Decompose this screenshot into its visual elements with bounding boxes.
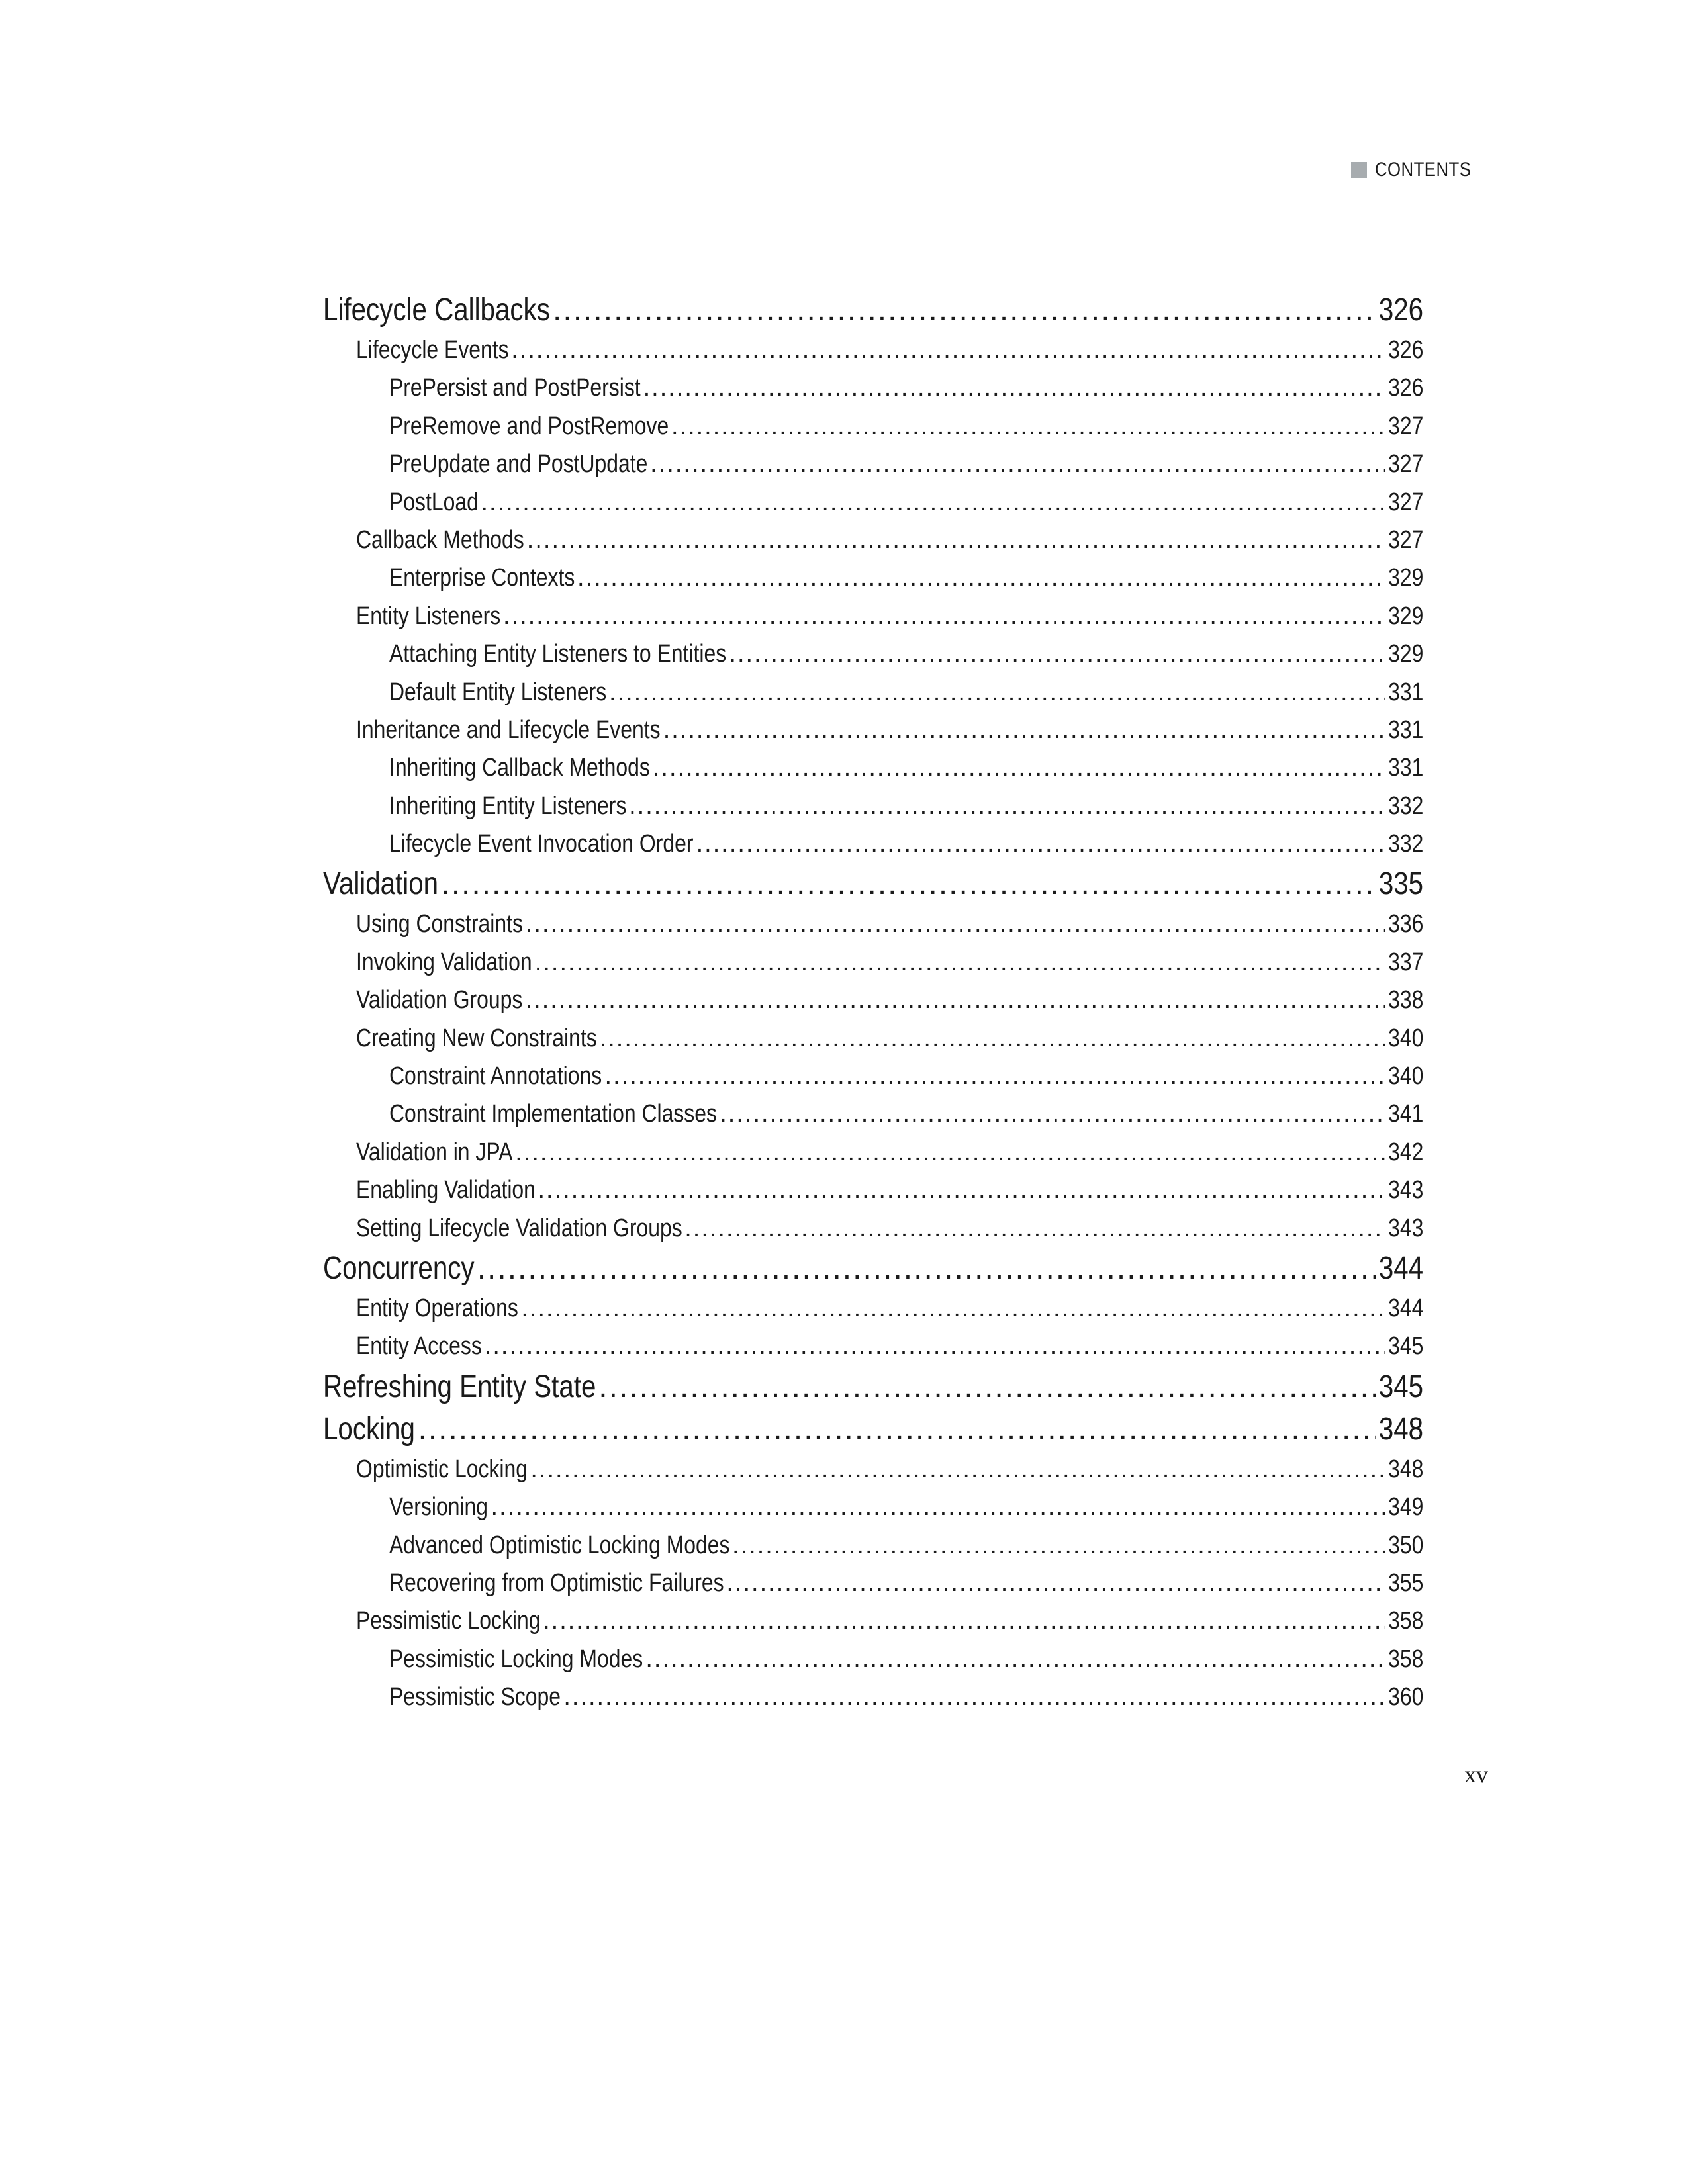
toc-section-entry [323, 522, 1423, 559]
toc-entry-title: Inheriting Callback Methods [389, 754, 650, 782]
toc-entry-page: 343 [1387, 1214, 1423, 1242]
toc-entry-title: Versioning [389, 1493, 489, 1522]
toc-entry-title: Validation in JPA [356, 1138, 513, 1166]
toc-entry-page: 327 [1387, 488, 1423, 516]
toc-entry-page: 343 [1387, 1176, 1423, 1205]
toc-subsection-entry [323, 1641, 1423, 1678]
toc-entry-page: 327 [1387, 412, 1423, 440]
toc-leader-dots [600, 1020, 1385, 1058]
toc-leader-dots [418, 1408, 1376, 1451]
toc-leader-dots [609, 674, 1385, 711]
toc-entry-title: Constraint Implementation Classes [389, 1100, 717, 1128]
toc-subsection-entry [323, 484, 1423, 522]
toc-entry-page: 337 [1387, 948, 1423, 976]
toc-leader-dots [563, 1678, 1385, 1716]
toc-entry-title: Validation Groups [356, 986, 523, 1015]
toc-leader-dots [491, 1488, 1385, 1526]
toc-leader-dots [526, 905, 1385, 943]
toc-entry-page: 336 [1387, 910, 1423, 938]
toc-leader-dots [515, 1134, 1385, 1171]
toc-entry-page: 341 [1387, 1100, 1423, 1128]
toc-entry-page: 360 [1387, 1683, 1423, 1711]
toc-entry-page: 350 [1387, 1531, 1423, 1559]
toc-entry-title: Setting Lifecycle Validation Groups [356, 1214, 682, 1242]
toc-entry-page: 331 [1387, 754, 1423, 782]
toc-entry-page: 344 [1378, 1250, 1423, 1286]
toc-entry-page: 329 [1387, 564, 1423, 592]
toc-entry-page: 335 [1378, 866, 1423, 902]
toc-subsection-entry [323, 369, 1423, 407]
toc-entry-page: 326 [1387, 336, 1423, 364]
toc-subsection-entry [323, 635, 1423, 673]
toc-leader-dots [553, 289, 1376, 332]
toc-entry-title: Entity Listeners [356, 602, 501, 630]
toc-leader-dots [671, 408, 1385, 445]
toc-leader-dots [629, 788, 1385, 825]
toc-leader-dots [696, 825, 1385, 863]
toc-entry-page: 331 [1387, 678, 1423, 706]
toc-leader-dots [521, 1290, 1385, 1328]
running-header [1351, 159, 1487, 181]
toc-entry-page: 358 [1387, 1607, 1423, 1635]
toc-leader-dots [577, 559, 1385, 597]
toc-leader-dots [729, 635, 1385, 673]
toc-section-entry [323, 944, 1423, 981]
toc-subsection-entry [323, 1058, 1423, 1095]
table-of-contents [323, 289, 1423, 1717]
toc-entry-page: 345 [1378, 1369, 1423, 1404]
toc-entry-page: 332 [1387, 792, 1423, 820]
toc-chapter-entry [323, 1366, 1423, 1408]
toc-entry-title: Inheritance and Lifecycle Events [356, 715, 661, 744]
toc-entry-title: Entity Access [356, 1332, 482, 1361]
toc-entry-page: 338 [1387, 986, 1423, 1015]
toc-entry-title: PrePersist and PostPersist [389, 374, 641, 402]
toc-chapter-entry [323, 863, 1423, 905]
toc-section-entry [323, 1171, 1423, 1209]
toc-entry-title: PostLoad [389, 488, 479, 516]
toc-section-entry [323, 1290, 1423, 1328]
toc-subsection-entry [323, 674, 1423, 711]
toc-leader-dots [530, 1451, 1385, 1488]
toc-leader-dots [663, 711, 1385, 749]
toc-section-entry [323, 981, 1423, 1019]
toc-entry-title: Constraint Annotations [389, 1062, 602, 1091]
toc-leader-dots [653, 749, 1385, 787]
toc-subsection-entry [323, 1565, 1423, 1602]
toc-entry-page: 327 [1387, 525, 1423, 554]
toc-subsection-entry [323, 1095, 1423, 1133]
toc-leader-dots [720, 1095, 1385, 1133]
toc-subsection-entry [323, 825, 1423, 863]
toc-entry-page: 344 [1387, 1294, 1423, 1322]
toc-section-entry [323, 1134, 1423, 1171]
toc-entry-page: 329 [1387, 640, 1423, 668]
toc-entry-title: Lifecycle Events [356, 336, 509, 364]
toc-subsection-entry [323, 559, 1423, 597]
toc-entry-title: Invoking Validation [356, 948, 532, 976]
toc-entry-page: 327 [1387, 450, 1423, 478]
toc-entry-title: Pessimistic Locking [356, 1607, 541, 1635]
toc-leader-dots [650, 445, 1385, 483]
toc-entry-title: PreUpdate and PostUpdate [389, 450, 648, 478]
toc-leader-dots [511, 332, 1385, 369]
toc-section-entry [323, 1602, 1423, 1640]
toc-leader-dots [684, 1210, 1385, 1248]
toc-leader-dots [526, 981, 1385, 1019]
toc-entry-title: Concurrency [323, 1250, 475, 1286]
toc-chapter-entry [323, 1408, 1423, 1451]
toc-section-entry [323, 1020, 1423, 1058]
toc-leader-dots [732, 1527, 1385, 1565]
toc-entry-title: Optimistic Locking [356, 1455, 528, 1483]
toc-leader-dots [543, 1602, 1385, 1640]
toc-entry-title: Pessimistic Locking Modes [389, 1645, 643, 1673]
toc-entry-title: Lifecycle Callbacks [323, 293, 550, 328]
toc-subsection-entry [323, 408, 1423, 445]
toc-entry-title: Entity Operations [356, 1294, 518, 1322]
toc-entry-page: 326 [1387, 374, 1423, 402]
toc-entry-title: Refreshing Entity State [323, 1369, 596, 1404]
toc-entry-title: Enterprise Contexts [389, 564, 575, 592]
toc-leader-dots [605, 1058, 1385, 1095]
toc-entry-title: PreRemove and PostRemove [389, 412, 669, 440]
toc-entry-page: 355 [1387, 1569, 1423, 1597]
page-number: xv [1464, 1761, 1488, 1788]
toc-entry-page: 342 [1387, 1138, 1423, 1166]
toc-leader-dots [645, 1641, 1385, 1678]
toc-section-entry [323, 1210, 1423, 1248]
toc-entry-title: Inheriting Entity Listeners [389, 792, 627, 820]
toc-subsection-entry [323, 1678, 1423, 1716]
toc-entry-page: 326 [1378, 293, 1423, 328]
toc-entry-title: Attaching Entity Listeners to Entities [389, 640, 727, 668]
toc-section-entry [323, 1328, 1423, 1365]
toc-leader-dots [477, 1248, 1376, 1290]
toc-leader-dots [441, 863, 1376, 905]
toc-subsection-entry [323, 788, 1423, 825]
toc-entry-title: Advanced Optimistic Locking Modes [389, 1531, 730, 1559]
toc-entry-title: Default Entity Listeners [389, 678, 607, 706]
toc-section-entry [323, 332, 1423, 369]
toc-leader-dots [598, 1366, 1376, 1408]
toc-leader-dots [481, 484, 1385, 522]
toc-entry-page: 348 [1387, 1455, 1423, 1483]
toc-entry-page: 348 [1378, 1411, 1423, 1447]
running-header-label: CONTENTS [1375, 159, 1472, 181]
toc-entry-page: 345 [1387, 1332, 1423, 1361]
toc-leader-dots [535, 944, 1385, 981]
toc-entry-title: Pessimistic Scope [389, 1683, 561, 1711]
toc-entry-page: 332 [1387, 830, 1423, 858]
toc-entry-title: Enabling Validation [356, 1176, 536, 1205]
toc-subsection-entry [323, 445, 1423, 483]
toc-entry-title: Validation [323, 866, 439, 902]
toc-entry-title: Recovering from Optimistic Failures [389, 1569, 724, 1597]
toc-section-entry [323, 711, 1423, 749]
toc-leader-dots [503, 598, 1385, 635]
toc-leader-dots [485, 1328, 1385, 1365]
toc-entry-title: Locking [323, 1411, 415, 1447]
toc-entry-title: Using Constraints [356, 910, 523, 938]
toc-chapter-entry [323, 1248, 1423, 1290]
toc-entry-page: 329 [1387, 602, 1423, 630]
toc-leader-dots [538, 1171, 1385, 1209]
toc-entry-title: Callback Methods [356, 525, 524, 554]
toc-leader-dots [527, 522, 1385, 559]
toc-entry-page: 358 [1387, 1645, 1423, 1673]
toc-entry-page: 331 [1387, 715, 1423, 744]
toc-entry-page: 340 [1387, 1062, 1423, 1091]
toc-entry-page: 340 [1387, 1024, 1423, 1052]
toc-leader-dots [726, 1565, 1385, 1602]
toc-entry-title: Lifecycle Event Invocation Order [389, 830, 694, 858]
toc-subsection-entry [323, 1527, 1423, 1565]
toc-entry-title: Creating New Constraints [356, 1024, 597, 1052]
toc-section-entry [323, 1451, 1423, 1488]
toc-leader-dots [643, 369, 1385, 407]
toc-section-entry [323, 598, 1423, 635]
toc-entry-page: 349 [1387, 1493, 1423, 1522]
toc-chapter-entry [323, 289, 1423, 332]
header-square-marker [1351, 162, 1367, 178]
toc-subsection-entry [323, 1488, 1423, 1526]
toc-section-entry [323, 905, 1423, 943]
toc-subsection-entry [323, 749, 1423, 787]
